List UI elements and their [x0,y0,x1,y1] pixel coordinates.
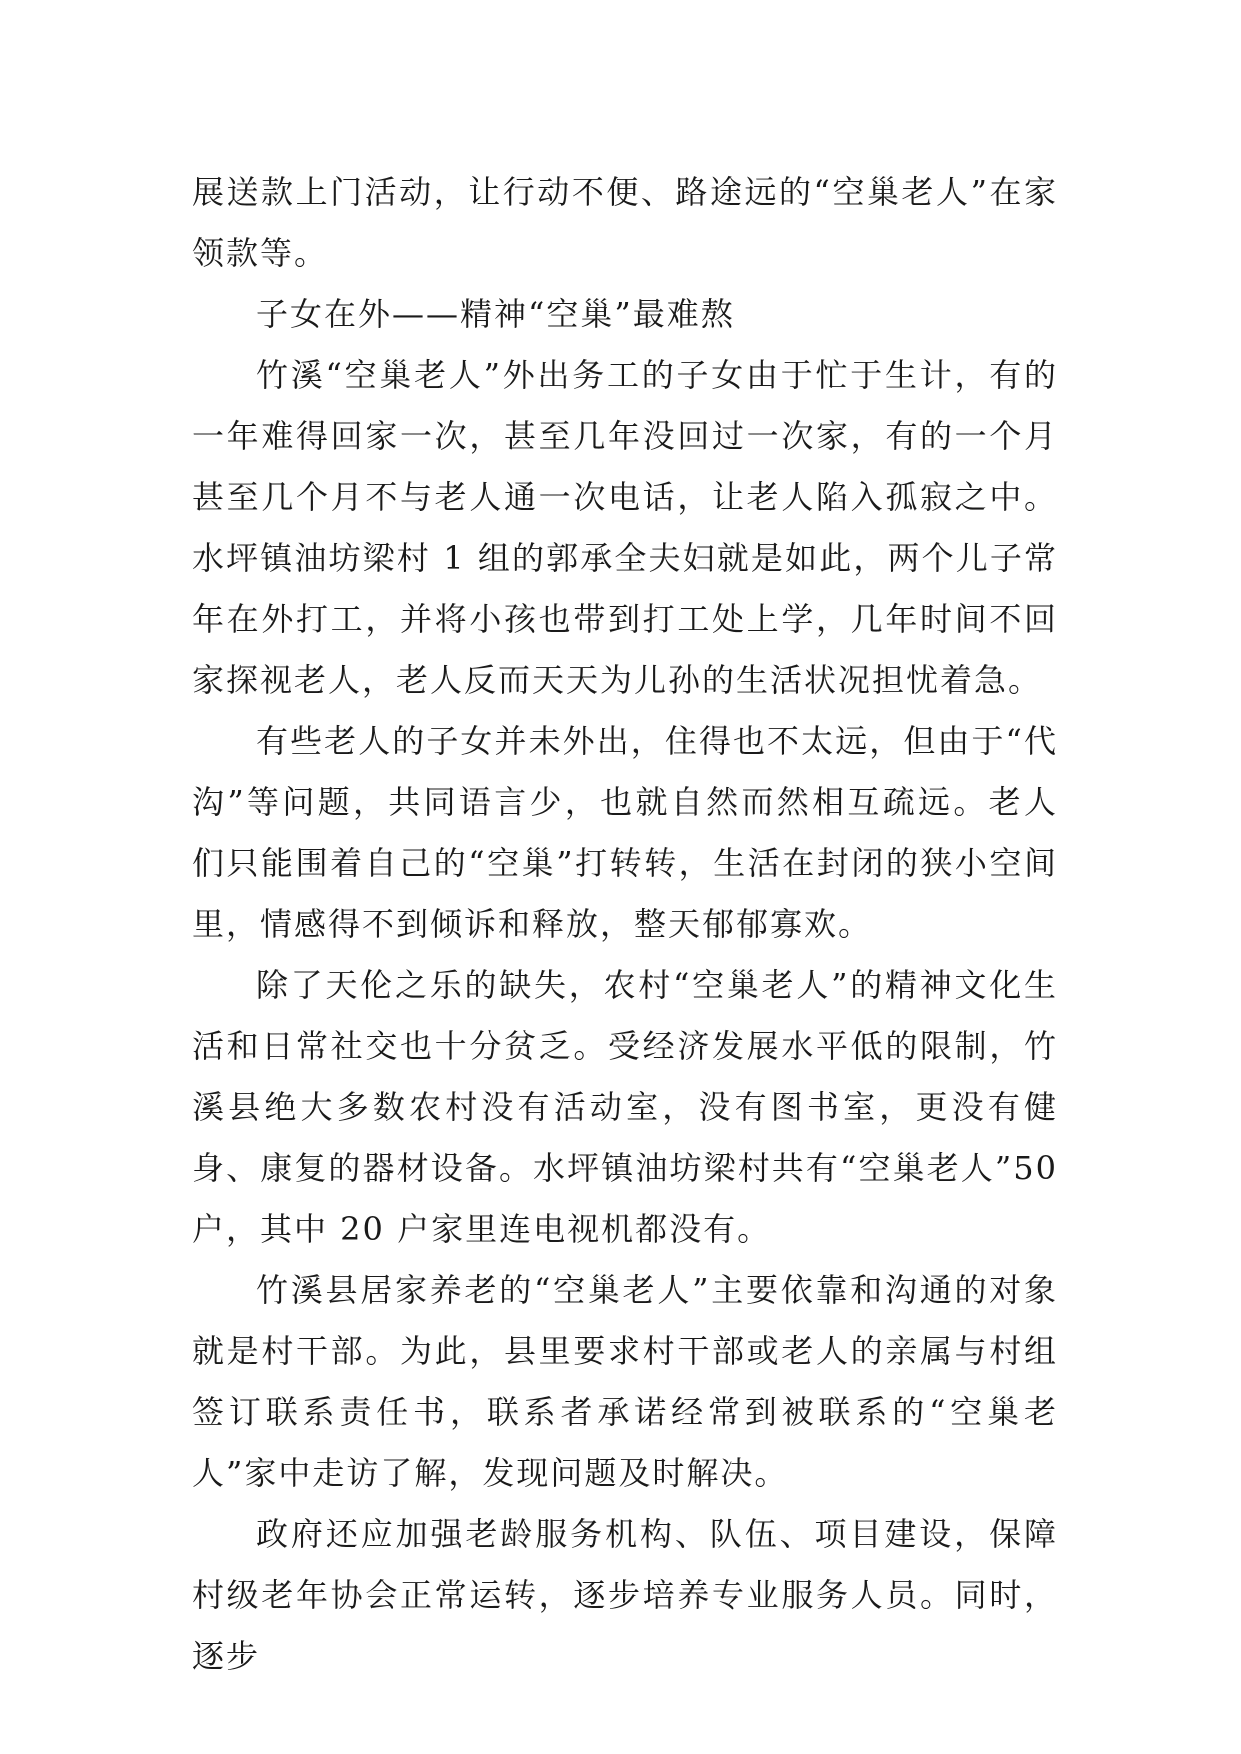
paragraph: 有些老人的子女并未外出，住得也不太远，但由于“代沟”等问题，共同语言少，也就自然而然相互疏远。老人们只能围着自己的“空巢”打转转，生活在封闭的狭小空间里，情感得不到倾诉和释放，整天郁郁寡欢。 [192,722,1058,943]
paragraph: 政府还应加强老龄服务机构、队伍、项目建设，保障村级老年协会正常运转，逐步培养专业服务人员。同时，逐步 [192,1515,1058,1675]
paragraph: 竹溪县居家养老的“空巢老人”主要依靠和沟通的对象就是村干部。为此，县里要求村干部或老人的亲属与村组签订联系责任书，联系者承诺经常到被联系的“空巢老人”家中走访了解，发现问题及时解决。 [192,1271,1058,1492]
paragraph-continuation: 展送款上门活动，让行动不便、路途远的“空巢老人”在家领款等。 [192,173,1058,272]
article-body [192,162,1058,1687]
paragraph: 竹溪“空巢老人”外出务工的子女由于忙于生计，有的一年难得回家一次，甚至几年没回过一次家，有的一个月甚至几个月不与老人通一次电话，让老人陷入孤寂之中。水坪镇油坊梁村 1 组的郭承全夫妇就是如此，两个儿子常年在外打工，并将小孩也带到打工处上学，几年时间不回家探视老人，老人反而天天为儿孙的生活状况担忧着急。 [192,356,1058,699]
section-heading: 子女在外——精神“空巢”最难熬 [256,295,735,333]
paragraph: 除了天伦之乐的缺失，农村“空巢老人”的精神文化生活和日常社交也十分贫乏。受经济发展水平低的限制，竹溪县绝大多数农村没有活动室，没有图书室，更没有健身、康复的器材设备。水坪镇油坊梁村共有“空巢老人”50 户，其中 20 户家里连电视机都没有。 [192,966,1058,1248]
